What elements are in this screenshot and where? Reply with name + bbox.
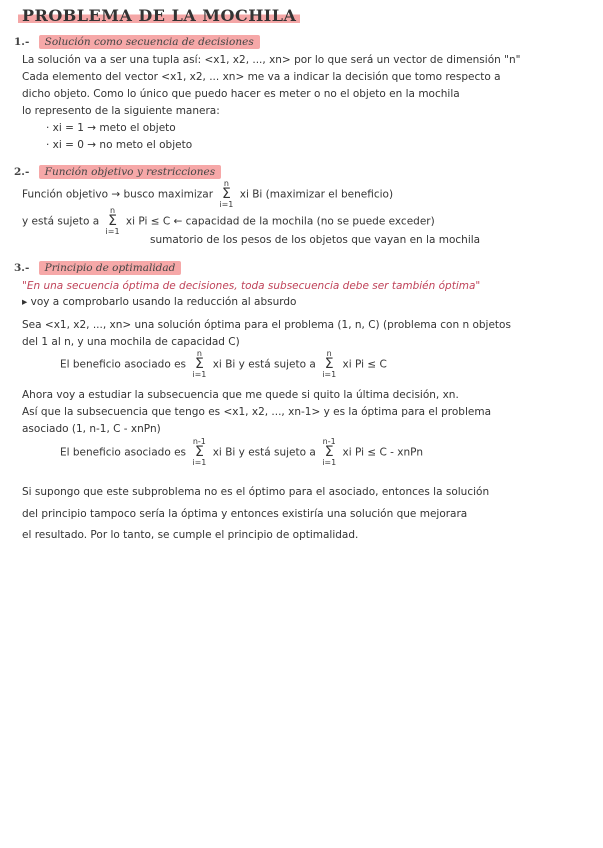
text-line: Así que la subsecuencia que tengo es <x1, x2, ..., xn-1> y es la óptima para el problema [22, 406, 491, 418]
sigma-icon: Σ [108, 213, 117, 229]
text-line: Ahora voy a estudiar la subsecuencia que me quede si quito la última decisión, xn. [22, 389, 459, 401]
sigma-icon: Σ [221, 186, 231, 202]
summation-symbol [322, 438, 336, 467]
section-number: 1.- [14, 36, 30, 48]
section-number: 3.- [14, 262, 30, 274]
text-line: el resultado. Por lo tanto, se cumple el principio de optimalidad. [22, 529, 359, 541]
section-label: Solución como secuencia de decisiones [39, 35, 260, 49]
constraint-note: sumatorio de los pesos de los objetos que vayan en la mochila [150, 234, 481, 246]
benefit-suffix: xi Pi ≤ C [342, 358, 387, 371]
benefit-prefix: El beneficio asociado es [60, 358, 187, 371]
benefit-line-2 [60, 438, 423, 467]
text-line: dicho objeto. Como lo único que puedo hacer es meter o no el objeto en la mochila [22, 88, 460, 100]
page-title: PROBLEMA DE LA MOCHILA [18, 6, 300, 25]
sum-upper: n-1 [192, 437, 206, 446]
constraint-prefix: y está sujeto a [22, 215, 100, 228]
objective-suffix: xi Bi (maximizar el beneficio) [239, 188, 394, 201]
sum-lower: i=1 [322, 458, 337, 467]
section-3-heading [14, 262, 181, 274]
text-line: Cada elemento del vector <x1, x2, ... xn> me va a indicar la decisión que tomo respecto a [22, 71, 501, 83]
section-label: Principio de optimalidad [39, 261, 182, 275]
bullet-item: · xi = 0 → no meto el objeto [46, 139, 193, 151]
section-label: Función objetivo y restricciones [39, 165, 221, 179]
sigma-icon: Σ [194, 444, 204, 460]
benefit-middle: xi Bi y está sujeto a [212, 358, 316, 371]
summation-symbol [192, 438, 206, 467]
sum-upper: n-1 [322, 437, 336, 446]
objective-function [22, 180, 393, 209]
section-number: 2.- [14, 166, 30, 178]
bullet-item: · xi = 1 → meto el objeto [46, 122, 176, 134]
benefit-middle: xi Bi y está sujeto a [212, 446, 316, 459]
summation-symbol [322, 350, 336, 379]
constraint-suffix: xi Pi ≤ C ← capacidad de la mochila (no se puede exceder) [125, 215, 435, 228]
sum-lower: i=1 [192, 370, 207, 379]
sum-lower: i=1 [322, 370, 337, 379]
section-2-heading [14, 166, 221, 178]
benefit-prefix: El beneficio asociado es [60, 446, 187, 459]
benefit-line-1 [60, 350, 387, 379]
text-line: del principio tampoco sería la óptima y entonces existiría una solución que mejorara [22, 508, 468, 520]
sigma-icon: Σ [194, 356, 204, 372]
text-line: La solución va a ser una tupla así: <x1, x2, ..., xn> por lo que será un vector de dimensión "n" [22, 54, 521, 66]
text-line: asociado (1, n-1, C - xnPn) [22, 423, 161, 435]
sum-lower: i=1 [219, 200, 234, 209]
text-line: Sea <x1, x2, ..., xn> una solución óptima para el problema (1, n, C) (problema con n objetos [22, 319, 511, 331]
constraint-line [22, 207, 435, 236]
summation-symbol [192, 350, 206, 379]
summation-symbol [106, 207, 120, 236]
bullet-item: ▸ voy a comprobarlo usando la reducción al absurdo [22, 296, 297, 308]
objective-prefix: Función objetivo → busco maximizar [22, 188, 214, 201]
sum-upper: n [223, 179, 229, 188]
sum-lower: i=1 [192, 458, 207, 467]
text-line: lo represento de la siguiente manera: [22, 105, 220, 117]
text-line: del 1 al n, y una mochila de capacidad C) [22, 336, 240, 348]
summation-symbol [219, 180, 233, 209]
sum-upper: n [110, 206, 116, 215]
sum-lower: i=1 [105, 227, 120, 236]
sigma-icon: Σ [324, 356, 334, 372]
sum-upper: n [326, 349, 332, 358]
section-1-heading [14, 36, 260, 48]
principle-quote: "En una secuencia óptima de decisiones, toda subsecuencia debe ser también óptima" [22, 280, 481, 292]
sum-upper: n [196, 349, 202, 358]
text-line: Si supongo que este subproblema no es el óptimo para el asociado, entonces la solución [22, 486, 490, 498]
benefit-suffix: xi Pi ≤ C - xnPn [342, 446, 423, 459]
sigma-icon: Σ [324, 444, 334, 460]
